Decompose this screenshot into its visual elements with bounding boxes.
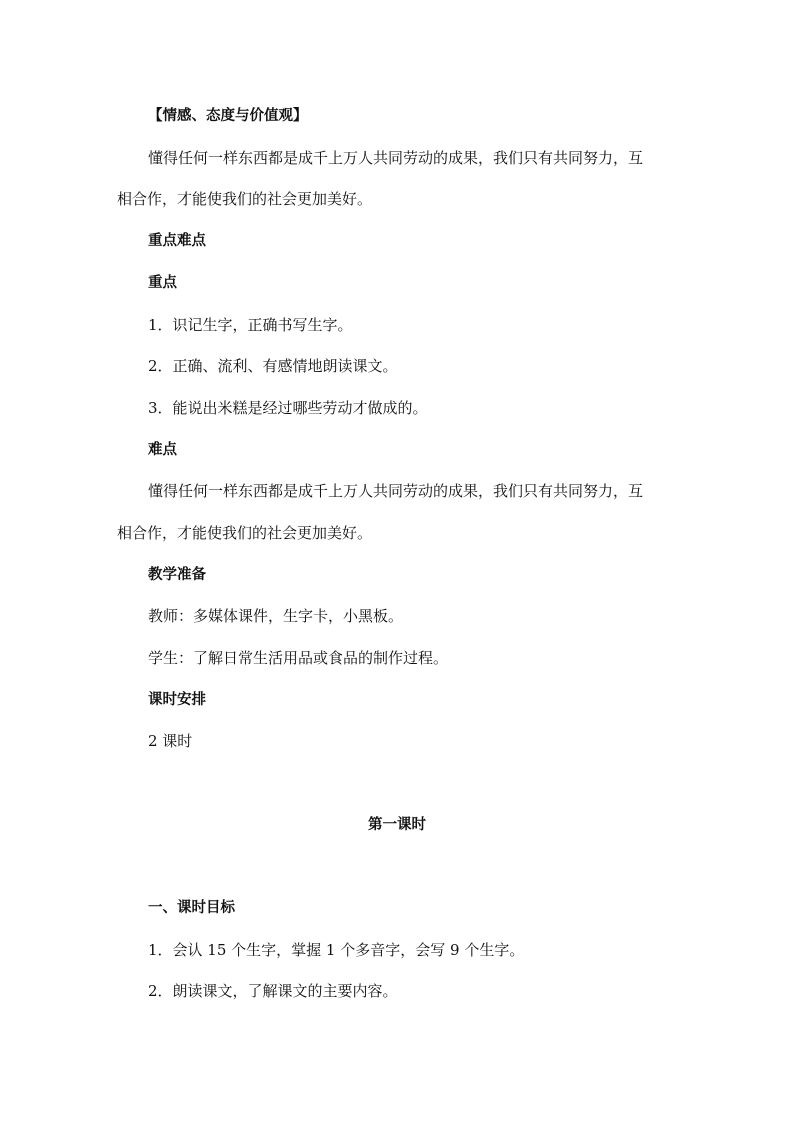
key-point-item-3: 3．能说出米糕是经过哪些劳动才做成的。 — [148, 399, 428, 417]
difficult-points-heading: 难点 — [148, 442, 177, 458]
teaching-prep-student: 学生：了解日常生活用品或食品的制作过程。 — [148, 649, 449, 667]
difficult-paragraph-line-1: 懂得任何一样东西都是成千上万人共同劳动的成果，我们只有共同努力，互 — [148, 482, 644, 500]
schedule-value: 2 课时 — [148, 732, 193, 750]
key-points-heading: 重点 — [148, 275, 177, 291]
emotion-heading: 【情感、态度与价值观】 — [148, 108, 308, 124]
schedule-heading: 课时安排 — [148, 692, 206, 708]
key-point-item-2: 2．正确、流利、有感情地朗读课文。 — [148, 357, 398, 375]
emotion-paragraph-line-1: 懂得任何一样东西都是成千上万人共同劳动的成果，我们只有共同努力，互 — [148, 149, 644, 167]
lesson-one-title: 第一课时 — [368, 817, 426, 833]
key-point-item-1: 1．识记生字，正确书写生字。 — [148, 316, 353, 334]
teaching-prep-heading: 教学准备 — [148, 567, 206, 583]
lesson-goals-heading: 一、课时目标 — [148, 900, 235, 916]
difficult-paragraph-line-2: 相合作，才能使我们的社会更加美好。 — [117, 524, 373, 542]
emotion-paragraph-line-2: 相合作，才能使我们的社会更加美好。 — [117, 190, 373, 208]
teaching-prep-teacher: 教师：多媒体课件，生字卡，小黑板。 — [148, 607, 404, 625]
lesson-goal-item-1: 1．会认 15 个生字，掌握 1 个多音字，会写 9 个生字。 — [148, 941, 525, 959]
key-difficult-heading: 重点难点 — [148, 233, 206, 249]
lesson-goal-item-2: 2．朗读课文，了解课文的主要内容。 — [148, 982, 398, 1000]
